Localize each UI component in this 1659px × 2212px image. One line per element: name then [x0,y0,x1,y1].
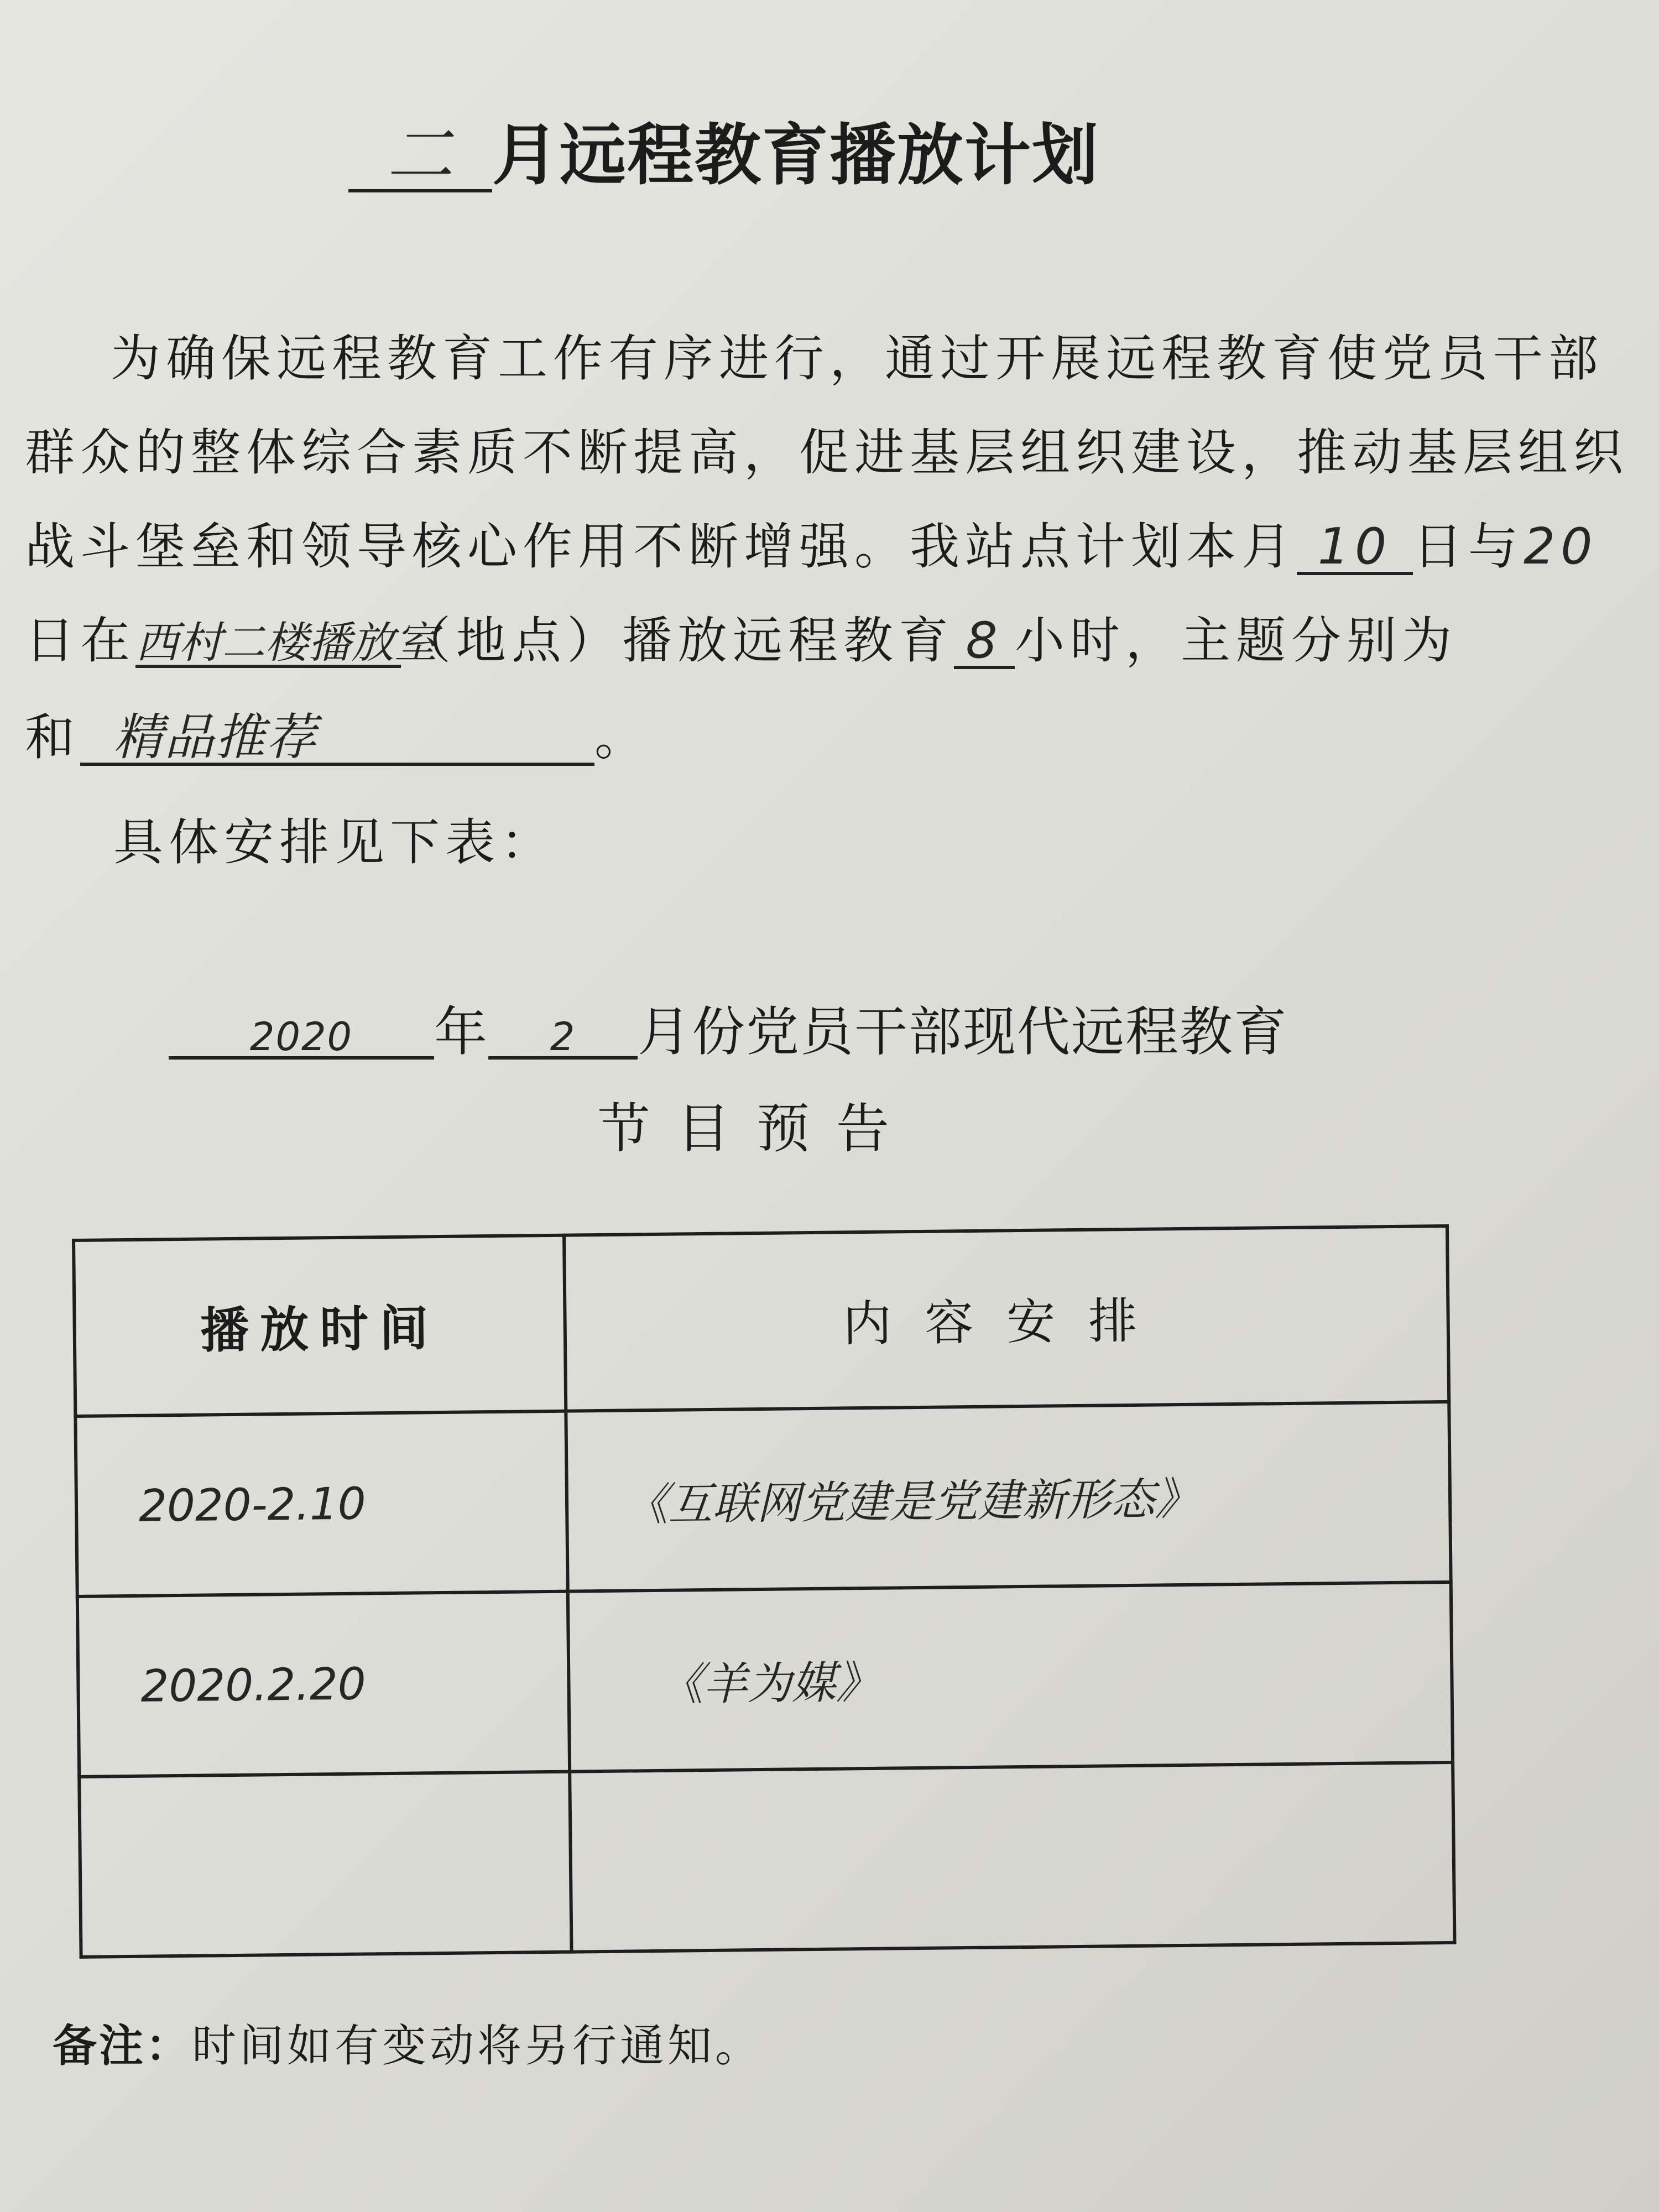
schedule-heading [169,990,1288,1066]
title-text: 月远程教育播放计划 [492,117,1099,194]
footnote-label: 备注： [53,2020,192,2072]
footnote [53,2010,763,2074]
hours-blank: 8 [954,616,1015,669]
paragraph-line-5-suffix: 。 [594,708,650,766]
paragraph-line-5-prefix: 和 [25,708,80,766]
paragraph-line-4-suffix: 小时，主题分别为 [1015,612,1457,670]
row-1-content: 《互联网党建是党建新形态》 [566,1402,1451,1592]
document-title [348,102,1099,197]
schedule-subheading: 节目预告 [597,1098,916,1160]
row-3-time [79,1772,571,1957]
paragraph-line-2: 群众的整体综合素质不断提高，促进基层组织建设，推动基层组织 [25,424,1629,482]
paragraph-line-3-text: 战斗堡垒和领导核心作用不断增强。我站点计划本月 [25,518,1297,576]
day1-blank: 10 [1297,522,1413,575]
row-2-time: 2020.2.20 [77,1592,570,1777]
day2-value: 20 [1524,518,1598,576]
paragraph-line-4-prefix: 日在 [25,612,135,670]
year-label: 年 [434,1001,488,1063]
paragraph-line-4-text: （地点）播放远程教育 [401,612,954,670]
year-blank: 2020 [169,1018,434,1060]
table-row [75,1402,1451,1597]
row-1-time: 2020-2.10 [75,1411,567,1597]
header-play-time: 播放时间 [74,1235,566,1416]
table-row [77,1582,1453,1777]
paragraph-line-6: 具体安排见下表： [113,813,556,872]
paragraph-line-5 [25,697,650,769]
paragraph-line-1: 为确保远程教育工作有序进行，通过开展远程教育使党员干部 [111,330,1604,388]
schedule-table [72,1224,1456,1959]
title-month-blank: 二 [348,123,492,192]
paragraph-line-3-suffix: 日与 [1413,518,1524,576]
row-2-content: 《羊为媒》 [568,1582,1453,1772]
header-content: 内容安排 [564,1226,1449,1411]
row-3-content [570,1762,1454,1952]
topic-blank: 精品推荐 [80,713,594,766]
place-blank: 西村二楼播放室 [135,618,438,668]
footnote-text: 时间如有变动将另行通知。 [192,2020,763,2072]
paragraph-line-4 [25,600,1457,672]
schedule-heading-text: 月份党员干部现代远程教育 [638,1001,1288,1063]
paragraph-line-3 [25,506,1598,578]
table-row [79,1762,1454,1957]
table-header-row [74,1226,1449,1416]
month-blank: 2 [488,1018,638,1060]
